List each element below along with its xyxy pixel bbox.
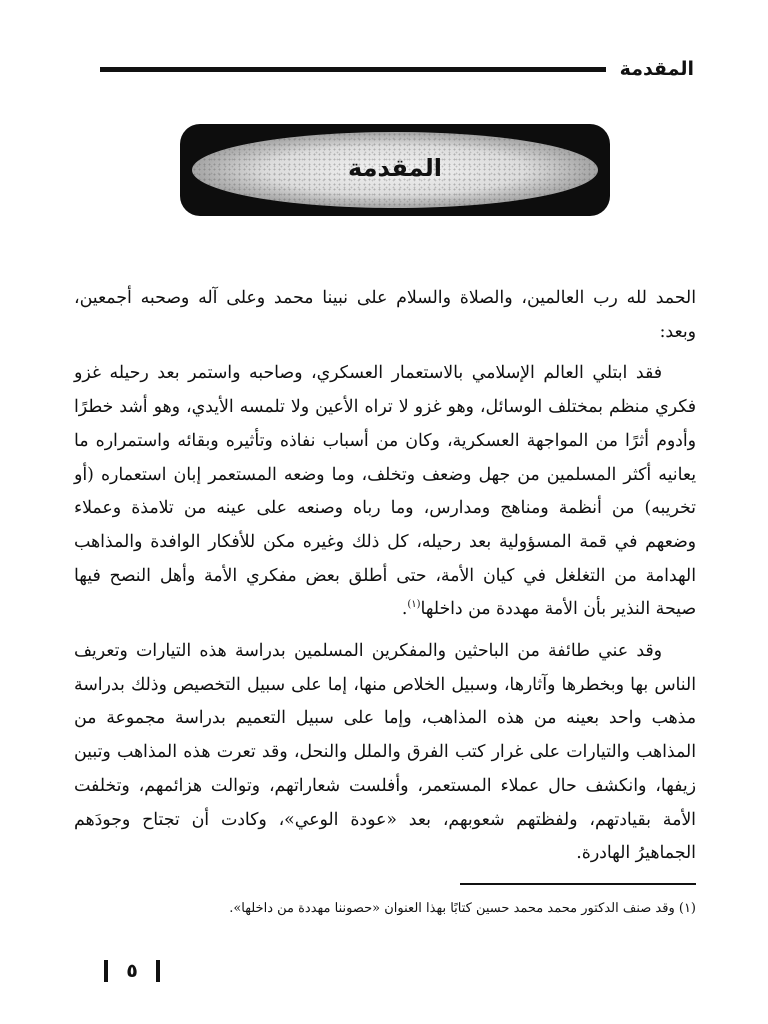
header-rule — [100, 67, 606, 72]
chapter-title: المقدمة — [348, 154, 442, 182]
paragraph-1-end: . — [401, 599, 408, 620]
chapter-title-banner — [180, 124, 610, 216]
body-text — [74, 282, 696, 871]
page-number — [104, 958, 160, 984]
running-title: المقدمة — [619, 58, 694, 80]
page-number-bar-left — [104, 960, 108, 982]
paragraph-1-text: فقد ابتلي العالم الإسلامي بالاستعمار العسكري، وصاحبه واستمر بعد رحيله غزو فكري منظم بمختلف الوسائل، وهو غزو لا تراه الأعين ولا تلمسه الأيدي، وهو أشد خطرًا وأدوم أثرًا من المواجهة العسكرية، وكان من أسباب نفاذه وتأثيره وبقائه واستمراره ما يعانيه أكثر المسلمين من جهل وضعف وتخلف، وما وضعه المستعمر إبان استعماره (أو تخريبه) من أنظمة ومناهج ومدارس، وما رباه وصنعه على عينه من تلامذة وعملاء وضعهم في قمة المسؤولية بعد رحيله، كل ذلك وغيره مكن للأفكار الوافدة والمذاهب الهدامة من التغلغل في كيان الأمة، حتى أطلق بعض مفكري الأمة وأهل النصح فيها صيحة النذير بأن الأمة مهددة من داخلها — [74, 363, 696, 620]
footnote-reference[interactable]: (١) — [407, 599, 421, 611]
footnote-rule — [460, 883, 696, 885]
footnote: (١) وقد صنف الدكتور محمد محمد حسين كتابًا بهذا العنوان «حصوننا مهددة من داخلها». — [229, 901, 696, 916]
page-number-bar-right — [156, 960, 160, 982]
paragraph-1 — [74, 357, 696, 627]
page-number-text: ٥ — [126, 960, 138, 982]
running-header — [100, 56, 694, 86]
salutation-line: الحمد لله رب العالمين، والصلاة والسلام على نبينا محمد وعلى آله وصحبه أجمعين، وبعد: — [74, 288, 696, 342]
paragraph-2: وقد عني طائفة من الباحثين والمفكرين المسلمين بدراسة هذه التيارات وتعريف الناس بها وبخطرها وآثارها، وسبيل الخلاص منها، إما على سبيل التخصيص وذلك بدراسة مذهب واحد بعينه من هذه المذاهب، وإما على سبيل التعميم بدراسة مجموعة من المذاهب والتيارات على غرار كتب الفرق والملل والنحل، وقد تعرت هذه المذاهب وتبين زيفها، وانكشف حال عملاء المستعمر، وأفلست شعاراتهم، وتوالت هزائمهم، وتخلفت الأمة بقيادتهم، ولفظتهم شعوبهم، بعد «عودة الوعي»، وكادت أن تجتاح وجودَهم الجماهيرُ الهادرة. — [74, 641, 696, 864]
